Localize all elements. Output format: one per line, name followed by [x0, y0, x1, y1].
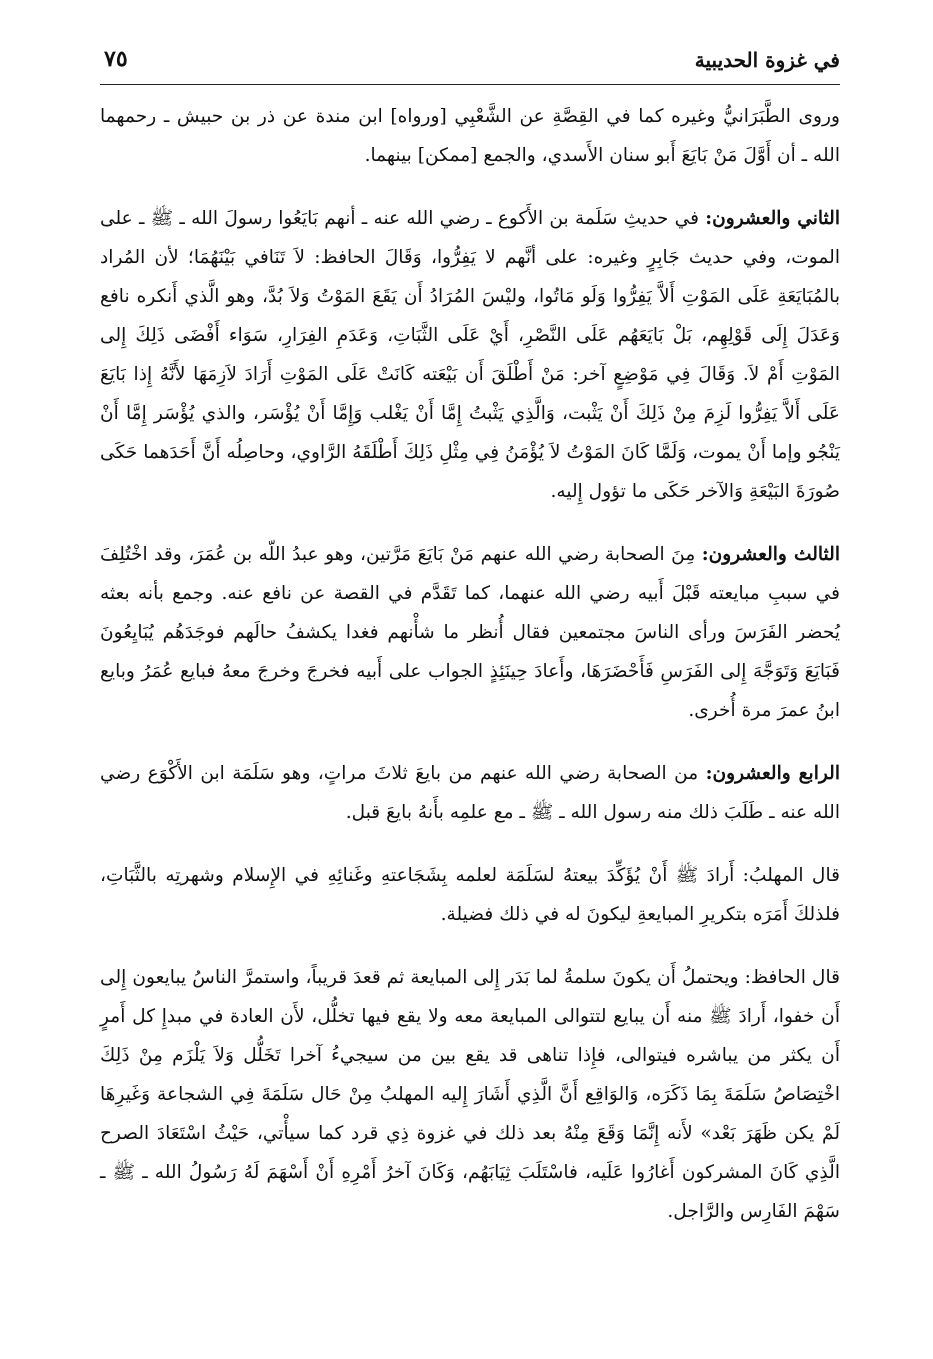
chapter-title: في غزوة الحديبية	[694, 48, 840, 72]
paragraph-lead: الرابع والعشرون:	[705, 763, 840, 784]
paragraph-2	[100, 199, 840, 511]
paragraph-text: مِنَ الصحابة رضي الله عنهم مَنْ بَايَعَ مَرَّتين، وهو عبدُ اللّه بن عُمَرَ، وقد اخْتُلِفَ في سببِ مبايعته قَبْلَ أَبيه رضي الله عنهما، كما تَقَدَّم في القصة عن نافع عنه. وجمع بأنه بعثه يُحضر الفَرَسَ ورأى الناسَ مجتمعين فقال أُنظر ما شأْنهم فغدا يكشفُ حالَهم فوجَدَهُم يُبَايِعُونَ فَبَايَعَ وَتَوَجَّهَ إِلى الفَرَسِ فَأَحْضَرَهَا، وأَعادَ حِينَئِذٍ الجواب على أَبيه فخرجَ وخرجَ معهُ فبايع عُمَرُ وبايع ابنُ عمرَ مرة أُخرى.	[100, 544, 840, 721]
page-header	[100, 40, 840, 85]
book-page	[100, 40, 840, 1255]
paragraph-lead: الثالث والعشرون:	[701, 544, 840, 565]
paragraph-text: في حديثِ سَلَمة بن الأَكوع ـ رضي الله عنه ـ أنهم بَايَعُوا رسولَ الله ـ ﷺ ـ على الموت، وفي حديث جَابِرٍ وغيره: على أنَّهم لا يَفِرُّوا، وَقَالَ الحافظ: لاَ تَنَافي بَيْنَهُمَا؛ لأن المُراد بالمُبَايَعَةِ عَلَى المَوْتِ أَلاَّ يَفِرُّوا وَلَو مَاتُوا، وليْسَ المُرَادُ أَن يَقَعَ المَوْتُ وَلاَ بُدَّ، وهو الَّذي أَنكره نافع وَعَدَلَ إِلَى قَوْلِهِم، بَلْ بَايَعَهُم عَلَى النَّصْرِ، أَيْ عَلَى الثَّبَاتِ، وَعَدَمِ الفِرَارِ، سَوَاء أَفْضَى ذَلِكَ إِلى المَوْتِ أَمْ لاَ. وَقَالَ فِي مَوْضِعٍ آخر: مَنْ أَطْلَقَ أَن بَيْعَته كَانَتْ عَلَى المَوْتِ أَرَادَ لاَزِمَهَا لأَنَّهُ إِذا بَايَعَ عَلَى أَلاَّ يَفِرُّوا لَزِمَ مِنْ ذَلِكَ أَنْ يَثْبت، وَالَّذِي يَثْبتُ إِمَّا أَنْ يَغْلب وَإِمَّا أَنْ يُؤْسَر، والذي يُؤْسَر إِمَّا أَنْ يَنْجُو وإما أَنْ يموت، وَلَمَّا كَانَ المَوْتُ لاَ يُؤْمَنُ فِي مِثْلِ ذَلِكَ أَطْلَقَهُ الرَّاوي، وحاصِلُه أَنَّ أَحَدَهما حَكَى صُورَةَ البَيْعَةِ وَالآخر حَكَى ما تؤول إِليه.	[100, 208, 840, 502]
paragraph-4	[100, 754, 840, 832]
paragraph-text: من الصحابة رضي الله عنهم من بايعَ ثلاثَ مراتٍ، وهو سَلَمَة ابن الأَكْوَع رضي الله عنه ـ طَلَبَ ذلك منه رسول الله ـ ﷺ ـ مع علمِه بأَنهُ بايعَ قبل.	[100, 763, 840, 823]
page-number: ٧٥	[104, 46, 128, 72]
paragraph-lead: الثاني والعشرون:	[705, 208, 840, 229]
paragraph-5	[100, 856, 840, 934]
paragraph-6	[100, 958, 840, 1231]
paragraph-3	[100, 535, 840, 730]
paragraph-text: قال الحافظ: ويحتملُ أَن يكونَ سلمةُ لما بَدَر إِلى المبايعة ثم قعدَ قريباً، واستمرَّ الناسُ يبايعون إِلى أَن خفوا، أَرادَ ﷺ منه أَن يبايع لتتوالى المبايعة معه ولا يقع فيها تخلُّل، لأَن العادة في مبدإِ كل أَمرٍ أَن يكثر من يباشره فيتوالى، فإِذا تناهى قد يقع بين من سيجيءُ آخرا تَخَلُّل وَلاَ يَلْزَم مِنْ ذَلِكَ اخْتِصَاصُ سَلَمَةَ بِمَا ذَكَرَه، وَالوَاقِع أَنَّ الَّذِي أَشَارَ إِليه المهلبُ مِنْ حَال سَلَمَةَ فِي الشجاعة وَغَيرِهَا لَمْ يكن ظَهَرَ بَعْد» لأَنه إِنَّمَا وَقَعَ مِنْهُ بعد ذلك في غزوة ذِي قرد كما سيأْتي، حَيْثُ اسْتَعَادَ الصرح الَّذِي كَانَ المشركون أَغارُوا عَلَيه، فاسْتَلَبَ ثِيَابَهُم، وَكَانَ آخرُ أَمْرِهِ أَنْ أَسْهَمَ لَهُ رَسُولُ الله ـ ﷺ ـ سَهْمَ الفَارِس والرَّاجل.	[100, 967, 840, 1222]
paragraph-text: وروى الطَّبَرَانيُّ وغيره كما في القِصَّةِ عن الشَّعْبِي [ورواه] ابن مندة عن ذر بن حبيش ـ رحمهما الله ـ أن أَوَّلَ مَنْ بَايَعَ أَبو سنان الأَسدي، والجمع [ممكن] بينهما.	[100, 106, 840, 166]
paragraph-1	[100, 97, 840, 175]
page-body	[100, 97, 840, 1231]
paragraph-text: قال المهلبُ: أَرادَ ﷺ أَنْ يُؤَكِّدَ بيعتهُ لسَلَمَة لعلمه بِشَجَاعتهِ وغَنائِهِ في الإِسلام وشهرتِه بالثَّبَاتِ، فلذلكَ أَمَرَه بتكريرِ المبايعةِ ليكونَ له في ذلك فضيلة.	[100, 865, 840, 925]
